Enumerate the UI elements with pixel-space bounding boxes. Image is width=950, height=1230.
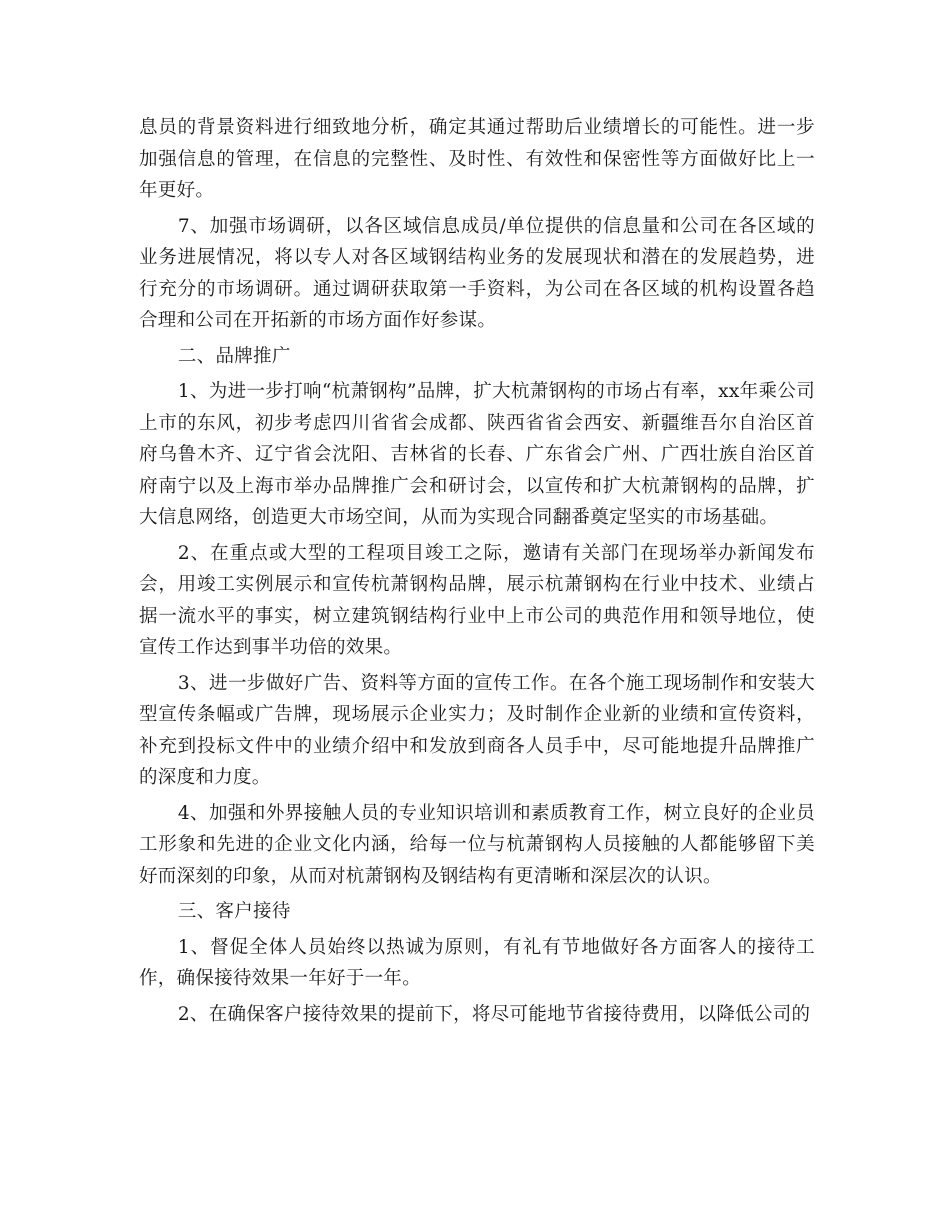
paragraph-reception-2: 2、在确保客户接待效果的提前下，将尽可能地节省接待费用，以降低公司的	[177, 1003, 811, 1025]
paragraph-item-7-market-research: 7、加强市场调研，以各区域信息成员/单位提供的信息量和公司在各区域的业务进展情况，将以专人对各区域钢结构业务的发展现状和潜在的发展趋势，进行充分的市场调研。通过调研获取第一手资料，为公司在各区域的机构设置各趋合理和公司在开拓新的市场方面作好参谋。	[139, 215, 815, 331]
paragraph-brand-1: 1、为进一步打响“杭萧钢构”品牌，扩大杭萧钢构的市场占有率，xx年乘公司上市的东风，初步考虑四川省省会成都、陕西省省会西安、新疆维吾尔自治区首府乌鲁木齐、辽宁省会沈阳、吉林省的长春、广东省会广州、广西壮族自治区首府南宁以及上海市举办品牌推广会和研讨会，以宣传和扩大杭萧钢构的品牌，扩大信息网络，创造更大市场空间，从而为实现合同翻番奠定坚实的市场基础。	[139, 381, 815, 528]
paragraph-brand-2: 2、在重点或大型的工程项目竣工之际，邀请有关部门在现场举办新闻发布会，用竣工实例展示和宣传杭萧钢构品牌，展示杭萧钢构在行业中技术、业绩占据一流水平的事实，树立建筑钢结构行业中上市公司的典范作用和领导地位，使宣传工作达到事半功倍的效果。	[139, 542, 815, 658]
paragraph-brand-3: 3、进一步做好广告、资料等方面的宣传工作。在各个施工现场制作和安装大型宣传条幅或广告牌，现场展示企业实力；及时制作企业新的业绩和宣传资料，补充到投标文件中的业绩介绍中和发放到商各人员手中，尽可能地提升品牌推广的深度和力度。	[139, 672, 815, 788]
paragraph-continued: 息员的背景资料进行细致地分析，确定其通过帮助后业绩增长的可能性。进一步加强信息的管理，在信息的完整性、及时性、有效性和保密性等方面做好比上一年更好。	[139, 117, 815, 201]
paragraph-reception-1: 1、督促全体人员始终以热诚为原则，有礼有节地做好各方面客人的接待工作，确保接待效果一年好于一年。	[139, 936, 815, 989]
section-heading-customer-reception: 三、客户接待	[177, 901, 291, 922]
paragraph-brand-4: 4、加强和外界接触人员的专业知识培训和素质教育工作，树立良好的企业员工形象和先进的企业文化内涵，给每一位与杭萧钢构人员接触的人都能够留下美好而深刻的印象，从而对杭萧钢构及钢结构有更清晰和深层次的认识。	[139, 802, 815, 887]
document-body	[139, 112, 815, 1034]
section-heading-brand-promotion: 二、品牌推广	[177, 345, 291, 367]
